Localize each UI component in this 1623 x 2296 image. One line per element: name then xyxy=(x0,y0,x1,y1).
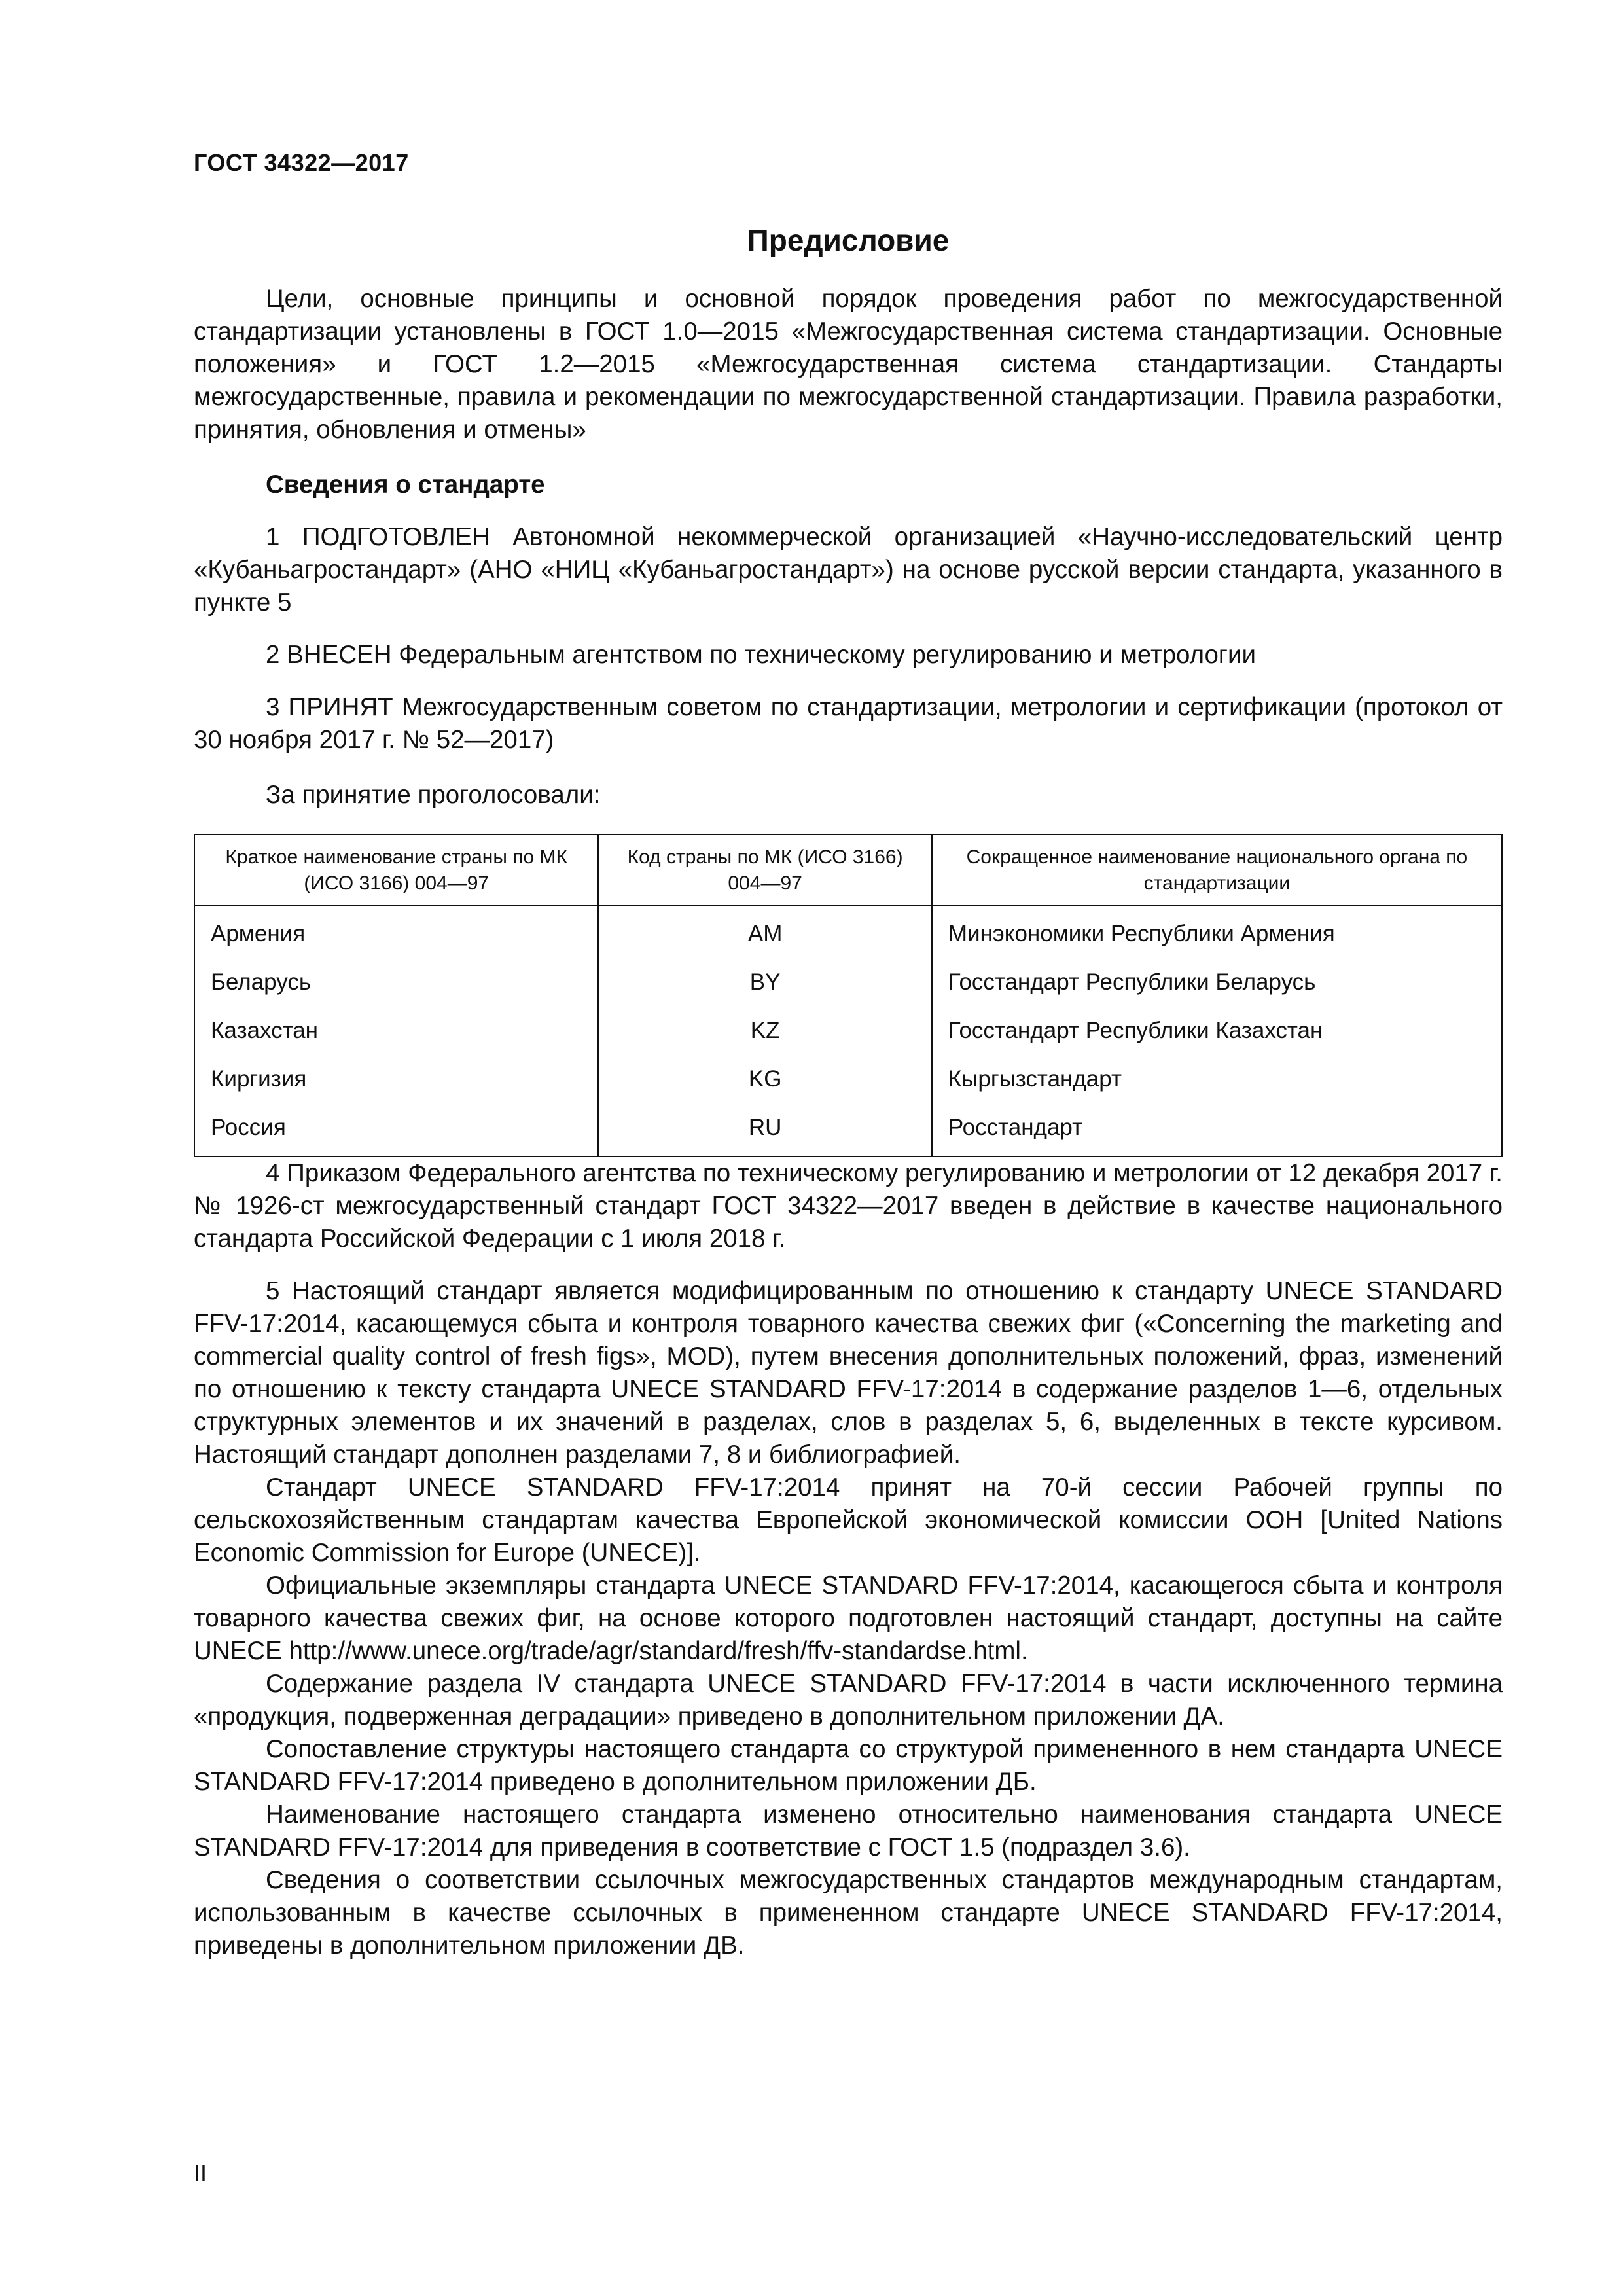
item-5-official-copies-paragraph: Официальные экземпляры стандарта UNECE STANDARD FFV-17:2014, касающегося сбыта и контроля товарного качества свежих фиг, на основе которого подготовлен настоящий стандарт, доступны на сайте UNECE http://www.unece.org/trade/agr/standard/fresh/ffv-standardse.html. xyxy=(194,1571,1503,1665)
item-5-references-paragraph: Сведения о соответствии ссылочных межгосударственных стандартов международным стандартам, использованным в качестве ссылочных в примененном стандарте UNECE STANDARD FFV-17:2014, приведены в дополнительном приложении ДВ. xyxy=(194,1866,1503,1960)
item-5-adoption-paragraph: Стандарт UNECE STANDARD FFV-17:2014 принят на 70-й сессии Рабочей группы по сельскохозяйственным стандартам качества Европейской экономической комиссии ООН [United Nations Economic Commission for Europe (UNECE)]. xyxy=(194,1473,1503,1567)
body-cell: Минэкономики Республики Армения xyxy=(932,905,1502,958)
column-header-country: Краткое наименование страны по МК (ИСО 3166) 004—97 xyxy=(194,834,598,905)
table-row xyxy=(194,905,1502,958)
country-cell: Киргизия xyxy=(194,1055,598,1103)
code-cell: AM xyxy=(598,905,931,958)
body-cell: Госстандарт Республики Казахстан xyxy=(932,1007,1502,1055)
item-5-section-iv-paragraph: Содержание раздела IV стандарта UNECE STANDARD FFV-17:2014 в части исключенного термина «продукция, подверженная деградации» приведено в дополнительном приложении ДА. xyxy=(194,1670,1503,1731)
vote-label: За принятие проголосовали: xyxy=(266,781,601,809)
column-header-code: Код страны по МК (ИСО 3166) 004—97 xyxy=(598,834,931,905)
country-cell: Армения xyxy=(194,905,598,958)
document-id-header: ГОСТ 34322—2017 xyxy=(194,149,409,176)
country-cell: Беларусь xyxy=(194,958,598,1007)
item-1-paragraph: 1 ПОДГОТОВЛЕН Автономной некоммерческой организацией «Научно-исследовательский центр «Кубаньагростандарт» (АНО «НИЦ «Кубаньагростандарт») на основе русской версии стандарта, указанного в пункте 5 xyxy=(194,523,1503,617)
standard-info-heading: Сведения о стандарте xyxy=(266,471,545,499)
item-5-structure-paragraph: Сопоставление структуры настоящего стандарта со структурой примененного в нем стандарта UNECE STANDARD FFV-17:2014 приведено в дополнительном приложении ДБ. xyxy=(194,1735,1503,1796)
table-row xyxy=(194,1007,1502,1055)
voting-countries-table xyxy=(194,834,1503,1157)
body-cell: Кыргызстандарт xyxy=(932,1055,1502,1103)
body-cell: Росстандарт xyxy=(932,1103,1502,1157)
intro-paragraph: Цели, основные принципы и основной порядок проведения работ по межгосударственной стандартизации установлены в ГОСТ 1.0—2015 «Межгосударственная система стандартизации. Основные положения» и ГОСТ 1.2—2015 «Межгосударственная система стандартизации. Стандарты межгосударственные, правила и рекомендации по межгосударственной стандартизации. Правила разработки, принятия, обновления и отмены» xyxy=(194,285,1503,444)
code-cell: KG xyxy=(598,1055,931,1103)
foreword-body xyxy=(194,283,1503,1962)
page-title: Предисловие xyxy=(747,223,950,257)
country-cell: Казахстан xyxy=(194,1007,598,1055)
body-cell: Госстандарт Республики Беларусь xyxy=(932,958,1502,1007)
item-2-paragraph: 2 ВНЕСЕН Федеральным агентством по техническому регулированию и метрологии xyxy=(266,641,1256,669)
table-row xyxy=(194,958,1502,1007)
column-header-body: Сокращенное наименование национального органа по стандартизации xyxy=(932,834,1502,905)
page-number: II xyxy=(194,2160,207,2187)
item-5-title-change-paragraph: Наименование настоящего стандарта изменено относительно наименования стандарта UNECE STANDARD FFV-17:2014 для приведения в соответствие с ГОСТ 1.5 (подраздел 3.6). xyxy=(194,1801,1503,1861)
code-cell: RU xyxy=(598,1103,931,1157)
item-3-paragraph: 3 ПРИНЯТ Межгосударственным советом по стандартизации, метрологии и сертификации (протокол от 30 ноября 2017 г. № 52—2017) xyxy=(194,693,1503,754)
item-4-paragraph: 4 Приказом Федерального агентства по техническому регулированию и метрологии от 12 декабря 2017 г. № 1926-ст межгосударственный стандарт ГОСТ 34322—2017 введен в действие в качестве национального стандарта Российской Федерации с 1 июля 2018 г. xyxy=(194,1159,1503,1253)
table-row xyxy=(194,1055,1502,1103)
code-cell: BY xyxy=(598,958,931,1007)
table-row xyxy=(194,1103,1502,1157)
item-5-paragraph: 5 Настоящий стандарт является модифицированным по отношению к стандарту UNECE STANDARD FFV-17:2014, касающемуся сбыта и контроля товарного качества свежих фиг («Concerning the marketing and commercial quality control of fresh figs», MOD), путем внесения дополнительных положений, фраз, изменений по отношению к тексту стандарта UNECE STANDARD FFV-17:2014 в содержание разделов 1—6, отдельных структурных элементов и их значений в разделах, слов в разделах 5, 6, выделенных в тексте курсивом. Настоящий стандарт дополнен разделами 7, 8 и библиографией. xyxy=(194,1277,1503,1469)
table-header-row xyxy=(194,834,1502,905)
country-cell: Россия xyxy=(194,1103,598,1157)
code-cell: KZ xyxy=(598,1007,931,1055)
